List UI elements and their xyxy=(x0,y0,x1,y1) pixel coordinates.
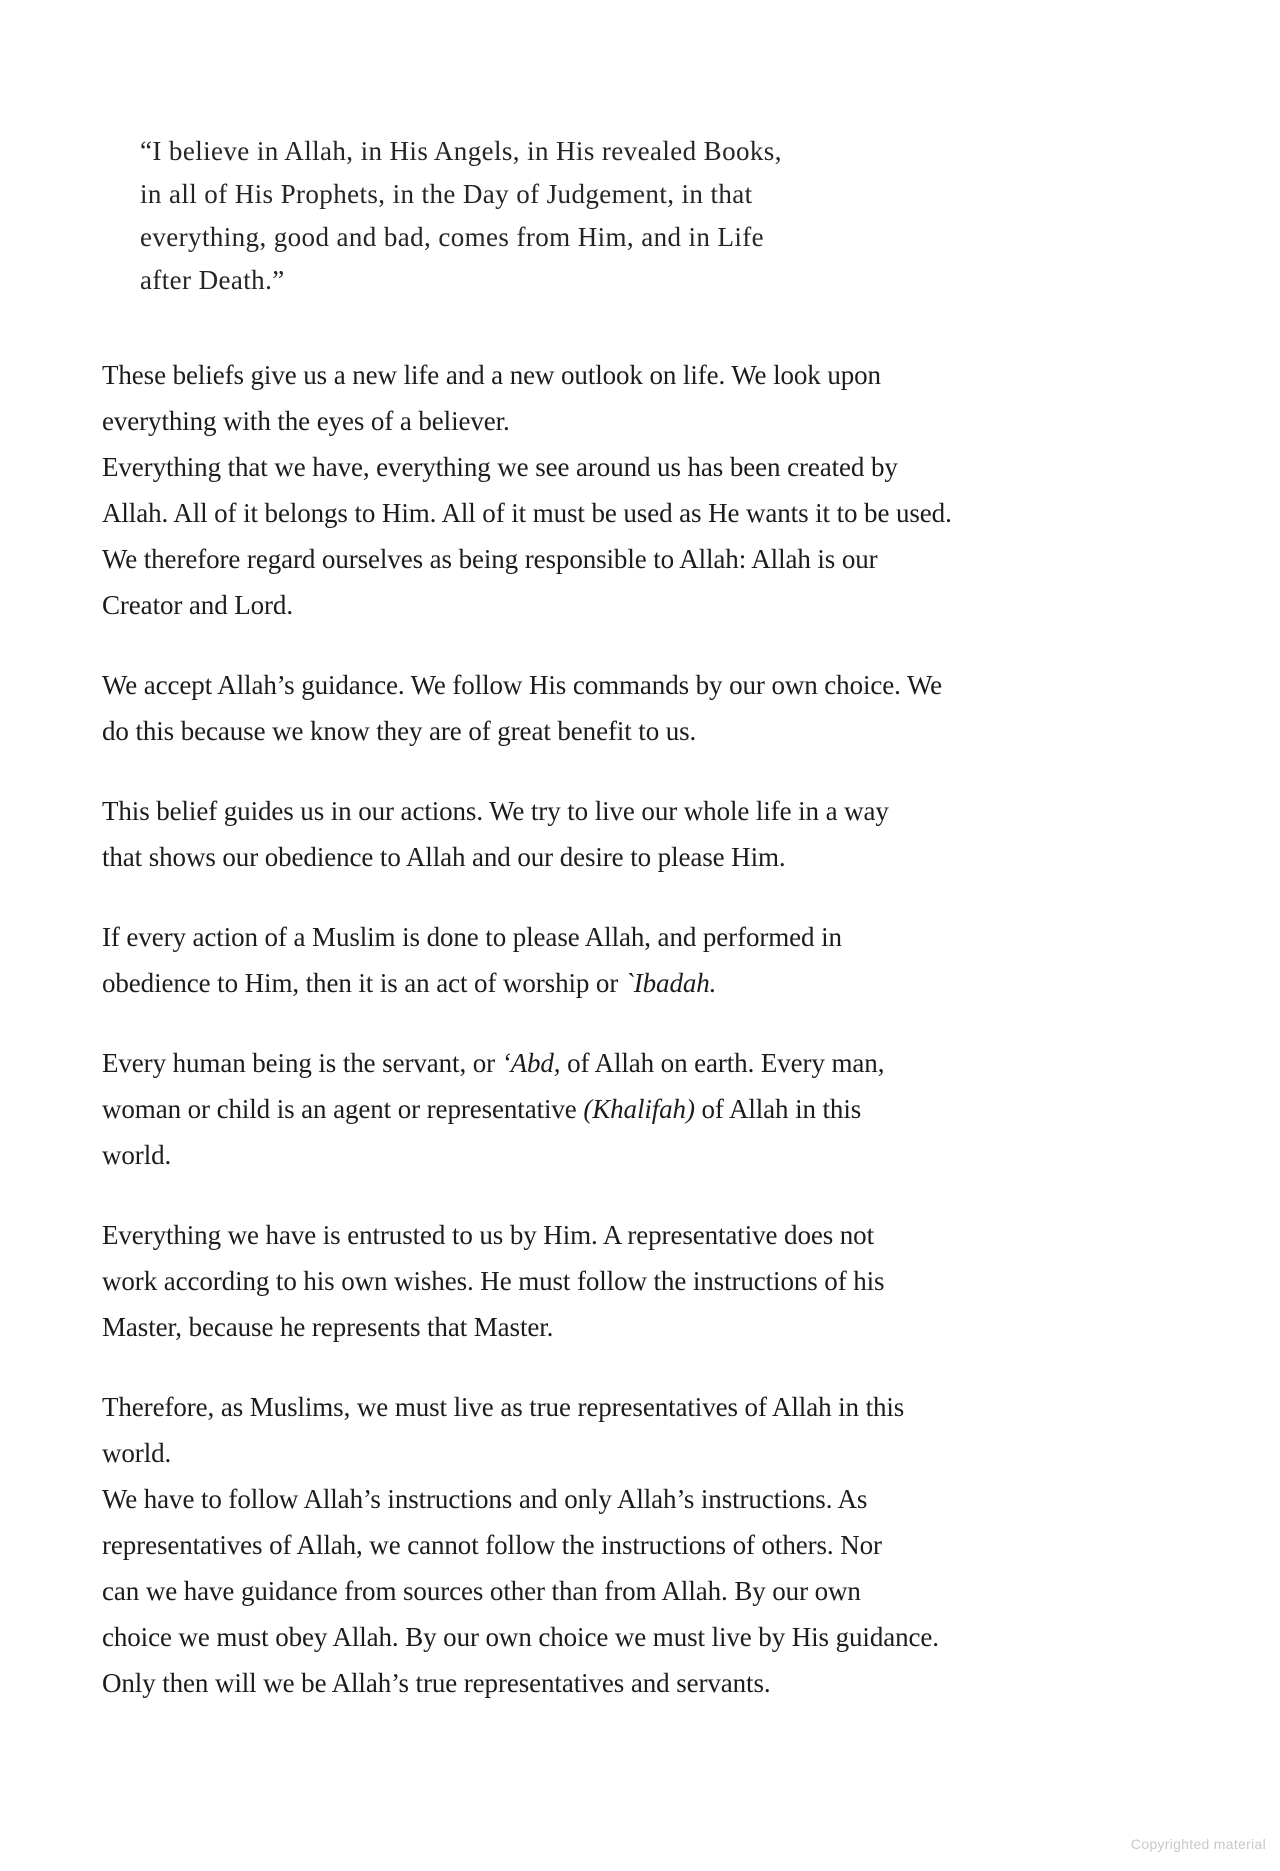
paragraph xyxy=(102,914,1002,1006)
text-segment: do this because we know they are of great benefit to us. xyxy=(102,716,697,746)
paragraph xyxy=(102,352,1002,628)
quote-line: after Death.” xyxy=(140,265,285,295)
text-segment: world. xyxy=(102,1438,172,1468)
copyright-notice: Copyrighted material xyxy=(1130,1836,1266,1852)
text-segment: These beliefs give us a new life and a new outlook on life. We look upon xyxy=(102,360,881,390)
text-line xyxy=(102,914,1002,960)
text-segment: This belief guides us in our actions. We try to live our whole life in a way xyxy=(102,796,889,826)
paragraph xyxy=(102,662,1002,754)
text-segment: We therefore regard ourselves as being responsible to Allah: Allah is our xyxy=(102,544,878,574)
italic-text: ‘Abd, xyxy=(501,1048,561,1078)
text-segment: work according to his own wishes. He must follow the instructions of his xyxy=(102,1266,885,1296)
text-segment: Every human being is the servant, or xyxy=(102,1048,502,1078)
text-line xyxy=(102,444,1002,490)
text-segment: Allah. All of it belongs to Him. All of it must be used as He wants it to be used. xyxy=(102,498,952,528)
text-segment: obedience to Him, then it is an act of worship or xyxy=(102,968,625,998)
text-line xyxy=(102,1614,1002,1660)
text-segment: If every action of a Muslim is done to please Allah, and performed in xyxy=(102,922,842,952)
text-segment: of Allah on earth. Every man, xyxy=(560,1048,885,1078)
text-line xyxy=(102,1384,1002,1430)
paragraph xyxy=(102,1212,1002,1350)
italic-text: `Ibadah. xyxy=(624,968,717,998)
text-line xyxy=(102,1258,1002,1304)
page-content xyxy=(102,0,1002,1740)
text-line xyxy=(102,662,1002,708)
quote-line: “I believe in Allah, in His Angels, in His revealed Books, xyxy=(140,136,782,166)
text-line xyxy=(102,834,1002,880)
text-line xyxy=(102,582,1002,628)
text-segment: of Allah in this xyxy=(694,1094,862,1124)
text-segment: that shows our obedience to Allah and our desire to please Him. xyxy=(102,842,786,872)
paragraph xyxy=(102,788,1002,880)
text-segment: Everything that we have, everything we see around us has been created by xyxy=(102,452,898,482)
text-line xyxy=(102,490,1002,536)
text-segment: Only then will we be Allah’s true representatives and servants. xyxy=(102,1668,771,1698)
text-line xyxy=(102,788,1002,834)
text-segment: Creator and Lord. xyxy=(102,590,293,620)
text-line xyxy=(102,1522,1002,1568)
text-line xyxy=(102,1660,1002,1706)
text-segment: choice we must obey Allah. By our own choice we must live by His guidance. xyxy=(102,1622,939,1652)
paragraph xyxy=(102,1384,1002,1706)
paragraph xyxy=(102,1040,1002,1178)
text-line xyxy=(102,1040,1002,1086)
paragraphs xyxy=(102,352,1002,1706)
text-segment: Master, because he represents that Master. xyxy=(102,1312,554,1342)
text-line xyxy=(102,708,1002,754)
text-line xyxy=(102,1132,1002,1178)
text-segment: We have to follow Allah’s instructions and only Allah’s instructions. As xyxy=(102,1484,868,1514)
text-line xyxy=(102,536,1002,582)
text-segment: Everything we have is entrusted to us by Him. A representative does not xyxy=(102,1220,874,1250)
quote-block xyxy=(140,130,1002,302)
text-line xyxy=(102,1568,1002,1614)
text-segment: everything with the eyes of a believer. xyxy=(102,406,510,436)
text-line xyxy=(102,1086,1002,1132)
text-segment: representatives of Allah, we cannot follow the instructions of others. Nor xyxy=(102,1530,882,1560)
text-line xyxy=(102,1476,1002,1522)
text-segment: Therefore, as Muslims, we must live as true representatives of Allah in this xyxy=(102,1392,905,1422)
text-line xyxy=(102,1304,1002,1350)
text-segment: can we have guidance from sources other than from Allah. By our own xyxy=(102,1576,861,1606)
quote-line: in all of His Prophets, in the Day of Judgement, in that xyxy=(140,179,753,209)
text-segment: world. xyxy=(102,1140,172,1170)
text-line xyxy=(102,398,1002,444)
text-line xyxy=(102,352,1002,398)
text-line xyxy=(102,960,1002,1006)
text-line xyxy=(102,1212,1002,1258)
text-line xyxy=(102,1430,1002,1476)
quote-line: everything, good and bad, comes from Him, and in Life xyxy=(140,222,765,252)
text-segment: We accept Allah’s guidance. We follow His commands by our own choice. We xyxy=(102,670,943,700)
italic-text: (Khalifah) xyxy=(583,1094,695,1124)
text-segment: woman or child is an agent or representative xyxy=(102,1094,584,1124)
